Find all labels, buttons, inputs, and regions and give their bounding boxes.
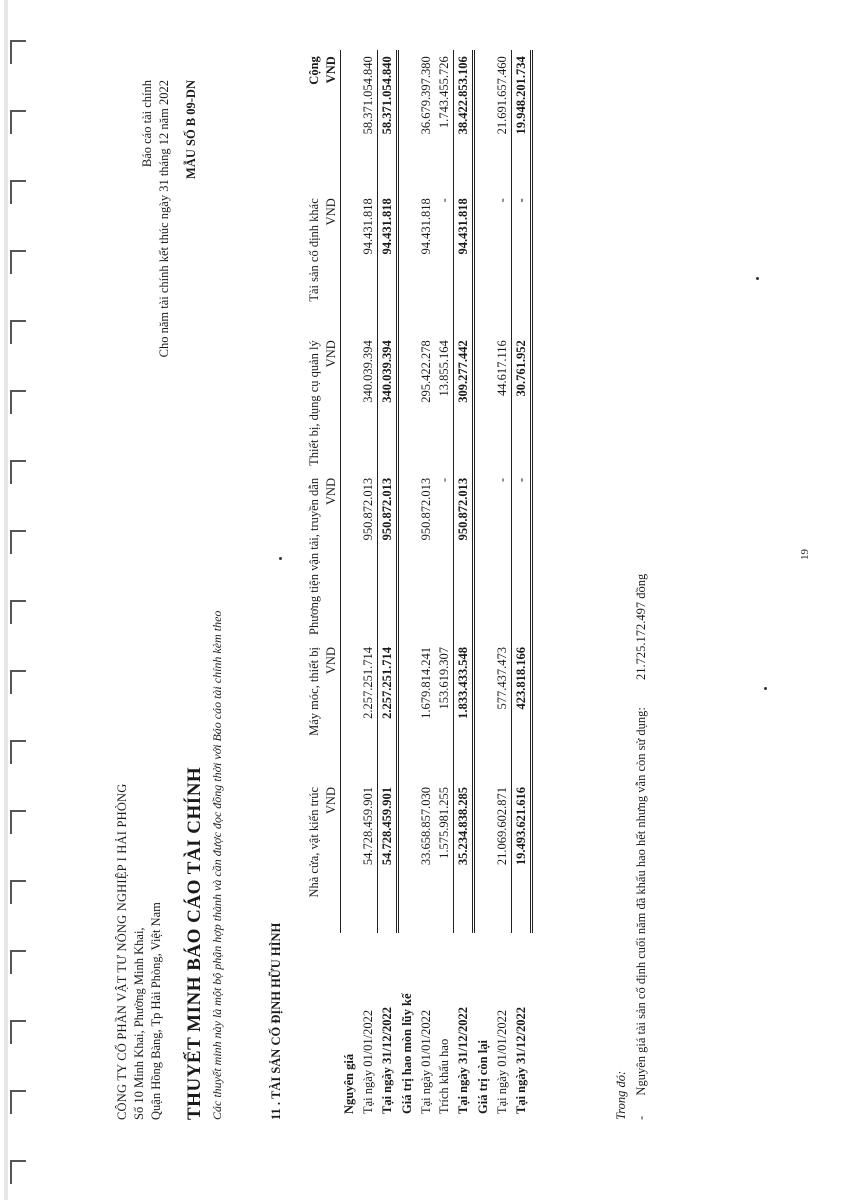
cell: 950.872.013 [360, 477, 375, 541]
cell: - [512, 472, 532, 641]
cell: 295.422.278 [418, 340, 433, 403]
cell: 35.234.838.285 [454, 781, 474, 933]
cell: 94.431.818 [418, 198, 433, 255]
cell: - [436, 477, 451, 483]
cell: 94.431.818 [360, 198, 375, 255]
section-heading: 11 . TÀI SẢN CỐ ĐỊNH HỮU HÌNH [269, 922, 283, 1120]
scan-speck [756, 277, 759, 280]
header-buildings: Nhà cửa, vật kiến trúc [307, 787, 321, 898]
cell: 1.679.814.241 [418, 647, 433, 719]
cell: 153.619.307 [436, 647, 451, 710]
unit-cell: VND [322, 50, 341, 192]
company-block [114, 783, 165, 1120]
row-label: Tại ngày 01/01/2022 [418, 1009, 433, 1114]
cell: 94.431.818 [378, 192, 398, 334]
cell: 58.371.054.840 [360, 56, 375, 135]
group-row-depreciation [398, 50, 418, 1120]
table-row [417, 50, 435, 1120]
cell: - [512, 192, 532, 334]
unit-cell: VND [322, 641, 341, 781]
cell: 44.617.116 [494, 340, 509, 397]
table-row [493, 50, 512, 1120]
cell: 19.493.621.616 [512, 781, 532, 933]
cell: 340.039.394 [378, 334, 398, 472]
cell: 36.679.397.380 [418, 56, 433, 135]
report-period: Cho năm tài chính kết thúc ngày 31 tháng 12 năm 2022 [157, 80, 171, 358]
binder-mark [10, 1160, 26, 1184]
cell: - [494, 198, 509, 203]
cell: 58.371.054.840 [378, 50, 398, 192]
cell: 21.069.602.871 [494, 787, 509, 866]
header-other-assets: Tài sản cố định khác [307, 198, 321, 302]
unit-cell: VND [322, 472, 341, 641]
group-row-cost [341, 50, 360, 1120]
table-row [359, 50, 378, 1120]
row-label: Tại ngày 31/12/2022 [514, 1007, 528, 1114]
table-row [512, 50, 532, 1120]
cell: 950.872.013 [454, 472, 474, 641]
scan-speck [764, 687, 767, 690]
table-row [454, 50, 474, 1120]
group-label: Nguyên giá [342, 1053, 357, 1114]
cell: 94.431.818 [454, 192, 474, 334]
cell: - [436, 198, 451, 203]
document-page [24, 40, 824, 1160]
document-subtitle: Các thuyết minh này là một bộ phận hợp thành và cần được đọc đồng thời với Báo cáo tài chính kèm theo [210, 610, 224, 1120]
group-label: Giá trị hao mòn lũy kế [399, 993, 414, 1114]
cell: 340.039.394 [360, 340, 375, 403]
report-header [139, 80, 173, 357]
note-value: 21.725.172.497 đồng [634, 573, 648, 680]
header-total: Cộng [307, 56, 321, 85]
row-label: Tại ngày 01/01/2022 [494, 1009, 509, 1114]
form-number: MẪU SỐ B 09-DN [184, 80, 198, 179]
row-label: Trích khấu hao [436, 1038, 451, 1114]
cell: 30.761.952 [512, 334, 532, 472]
cell: 577.437.473 [494, 647, 509, 710]
header-office-equipment: Thiết bị, dụng cụ quản lý [307, 340, 321, 466]
cell: 21.691.657.460 [494, 56, 509, 135]
cell: 1.575.981.255 [436, 787, 451, 859]
cell: 2.257.251.714 [360, 647, 375, 719]
header-machinery: Máy móc, thiết bị [307, 647, 321, 736]
company-name: CÔNG TY CỔ PHẦN VẬT TƯ NÔNG NGHIỆP I HẢI PHÒNG [115, 783, 129, 1120]
note-heading: Trong đó: [614, 1070, 628, 1120]
row-label: Tại ngày 31/12/2022 [380, 1007, 394, 1114]
cell: 54.728.459.901 [378, 781, 398, 933]
note-line [634, 707, 649, 1120]
company-address-line-1: Số 10 Minh Khai, Phường Minh Khai, [132, 927, 146, 1120]
cell: 950.872.013 [378, 472, 398, 641]
cell: 2.257.251.714 [378, 641, 398, 781]
header-vehicles: Phương tiện vận tải, truyền dẫn [307, 477, 321, 635]
cell: 54.728.459.901 [360, 787, 375, 866]
note-bullet: - [634, 1115, 648, 1120]
unit-row [322, 50, 341, 1120]
document-title: THUYẾT MINH BÁO CÁO TÀI CHÍNH [184, 766, 205, 1120]
table-row [378, 50, 398, 1120]
cell: 33.658.857.030 [418, 787, 433, 866]
unit-cell: VND [322, 781, 341, 933]
cell: 950.872.013 [418, 477, 433, 541]
header-row [304, 50, 322, 1120]
header-label-cell [304, 933, 322, 1120]
note-text: Nguyên giá tài sản cố định cuối năm đã khấu hao hết nhưng vẫn còn sử dụng: [634, 707, 648, 1096]
fixed-assets-table [304, 50, 533, 1120]
report-type: Báo cáo tài chính [140, 80, 154, 168]
cell: 1.833.433.548 [454, 641, 474, 781]
cell: - [494, 477, 509, 483]
cell: 13.855.164 [436, 340, 451, 397]
cell: 38.422.853.106 [454, 50, 474, 192]
table-row [435, 50, 454, 1120]
scan-speck [279, 557, 282, 560]
page-number: 19 [799, 549, 811, 560]
row-label: Tại ngày 01/01/2022 [360, 1009, 375, 1114]
unit-cell: VND [322, 334, 341, 472]
group-row-net-value [474, 50, 494, 1120]
page-edge [4, 0, 8, 1200]
row-label: Tại ngày 31/12/2022 [456, 1007, 470, 1114]
cell: 423.818.166 [512, 641, 532, 781]
group-label: Giá trị còn lại [475, 1040, 490, 1114]
unit-cell: VND [322, 192, 341, 334]
unit-label-cell [322, 933, 341, 1120]
cell: 1.743.455.726 [436, 56, 451, 129]
cell: 309.277.442 [454, 334, 474, 472]
cell: 19.948.201.734 [512, 50, 532, 192]
company-address-line-2: Quận Hồng Bàng, Tp Hải Phòng, Việt Nam [149, 902, 163, 1120]
